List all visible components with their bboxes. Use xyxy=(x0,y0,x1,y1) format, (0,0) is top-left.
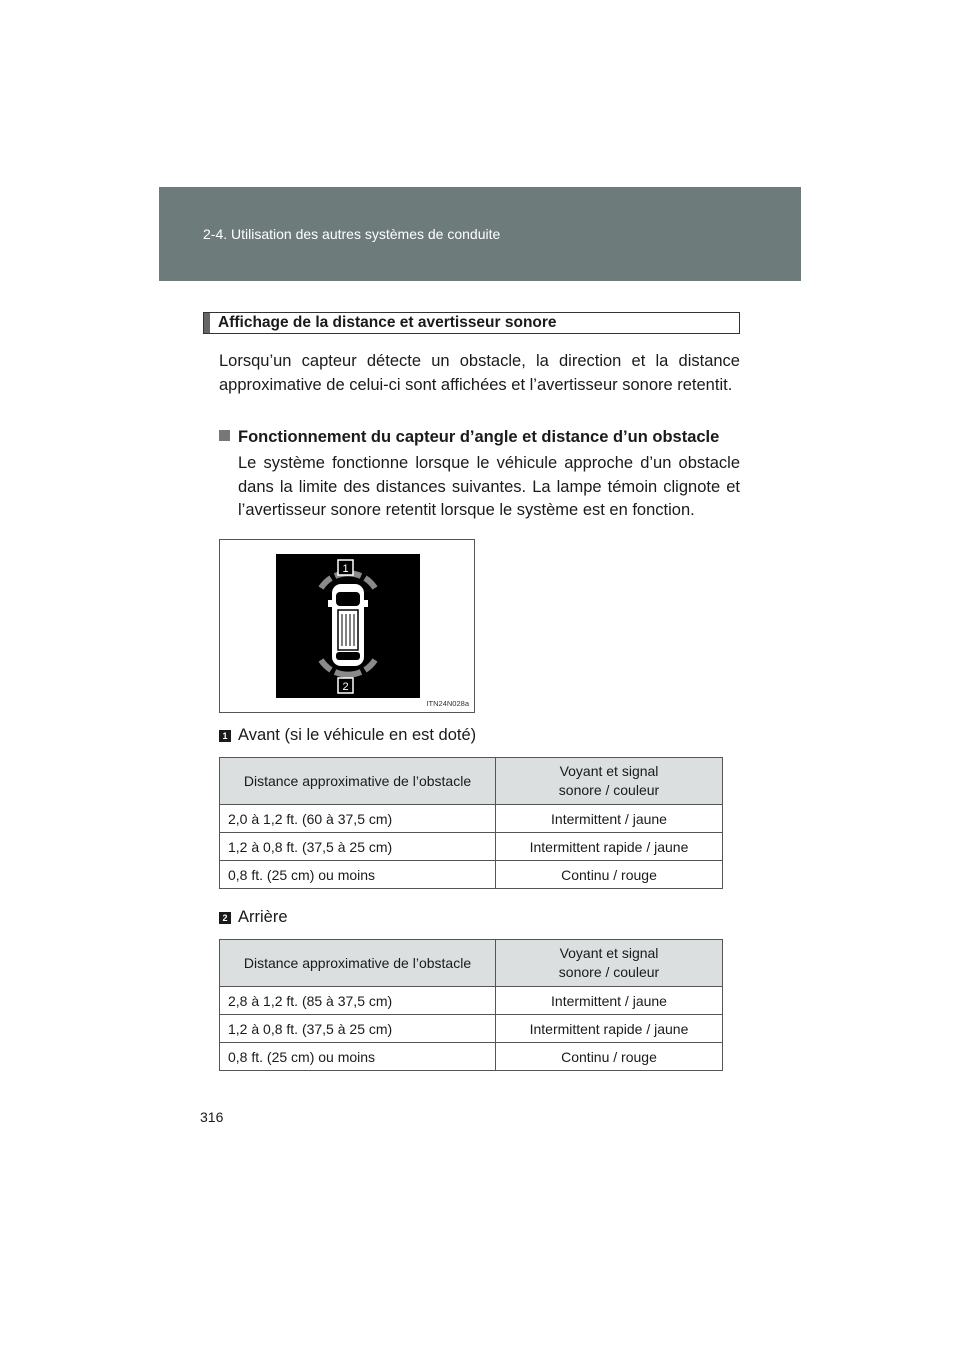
subsection-heading xyxy=(219,428,719,447)
table-header-row xyxy=(220,940,723,987)
table-cell: 0,8 ft. (25 cm) ou moins xyxy=(220,1043,496,1071)
table-cell: 1,2 à 0,8 ft. (37,5 à 25 cm) xyxy=(220,833,496,861)
table-cell: 1,2 à 0,8 ft. (37,5 à 25 cm) xyxy=(220,1015,496,1043)
section-title-box xyxy=(203,312,740,334)
chapter-header-band xyxy=(159,187,801,281)
car-windshield xyxy=(336,592,360,606)
table-row xyxy=(220,987,723,1015)
column-header-signal: Voyant et signal sonore / couleur xyxy=(496,758,723,805)
car-roof xyxy=(338,610,358,650)
front-label xyxy=(219,725,476,745)
table-row xyxy=(220,1015,723,1043)
rear-label-text: Arrière xyxy=(238,908,288,926)
front-label-text: Avant (si le véhicule en est doté) xyxy=(238,726,477,744)
car-right-mirror xyxy=(364,600,368,607)
front-number-badge: 1 xyxy=(219,730,231,742)
column-header-signal: Voyant et signal sonore / couleur xyxy=(496,940,723,987)
car-sensor-diagram xyxy=(220,540,474,712)
rear-center-sensor-arc xyxy=(335,672,361,675)
table-row xyxy=(220,805,723,833)
column-header-distance: Distance approximative de l’obstacle xyxy=(220,940,496,987)
table-cell: Intermittent rapide / jaune xyxy=(496,833,723,861)
section-title-bar xyxy=(204,313,210,333)
car-rear-window xyxy=(336,652,360,660)
car-left-mirror xyxy=(328,600,332,607)
table-header-row xyxy=(220,758,723,805)
table-cell: Intermittent rapide / jaune xyxy=(496,1015,723,1043)
table-row xyxy=(220,1043,723,1071)
page-number: 316 xyxy=(200,1109,224,1125)
table-row xyxy=(220,861,723,889)
table-cell: Continu / rouge xyxy=(496,861,723,889)
table-cell: 0,8 ft. (25 cm) ou moins xyxy=(220,861,496,889)
table-row xyxy=(220,833,723,861)
table-cell: Continu / rouge xyxy=(496,1043,723,1071)
subsection-title: Fonctionnement du capteur d’angle et distance d’un obstacle xyxy=(238,428,720,446)
table-cell: Intermittent / jaune xyxy=(496,987,723,1015)
callout-2-label: 2 xyxy=(342,681,349,693)
sensor-illustration xyxy=(219,539,475,713)
section-intro: Lorsqu’un capteur détecte un obstacle, la direction et la distance approximative de celui-ci sont affichées et l’avertisseur sonore retentit. xyxy=(219,352,740,394)
subsection-description: Le système fonctionne lorsque le véhicule approche d’un obstacle dans la limite des distances suivantes. La lampe témoin clignote et l’avertisseur sonore retentit lorsque le système est en fonction. xyxy=(238,454,740,519)
rear-label xyxy=(219,907,288,927)
front-distance-table xyxy=(219,757,723,889)
table-cell: 2,8 à 1,2 ft. (85 à 37,5 cm) xyxy=(220,987,496,1015)
section-title: Affichage de la distance et avertisseur sonore xyxy=(218,314,557,331)
table-cell: 2,0 à 1,2 ft. (60 à 37,5 cm) xyxy=(220,805,496,833)
column-header-distance: Distance approximative de l’obstacle xyxy=(220,758,496,805)
figure-code: ITN24N028a xyxy=(426,699,469,708)
chapter-title: 2-4. Utilisation des autres systèmes de conduite xyxy=(203,226,501,242)
rear-distance-table xyxy=(219,939,723,1071)
table-cell: Intermittent / jaune xyxy=(496,805,723,833)
rear-number-badge: 2 xyxy=(219,912,231,924)
callout-1-label: 1 xyxy=(342,563,349,575)
square-bullet-icon xyxy=(219,430,230,441)
